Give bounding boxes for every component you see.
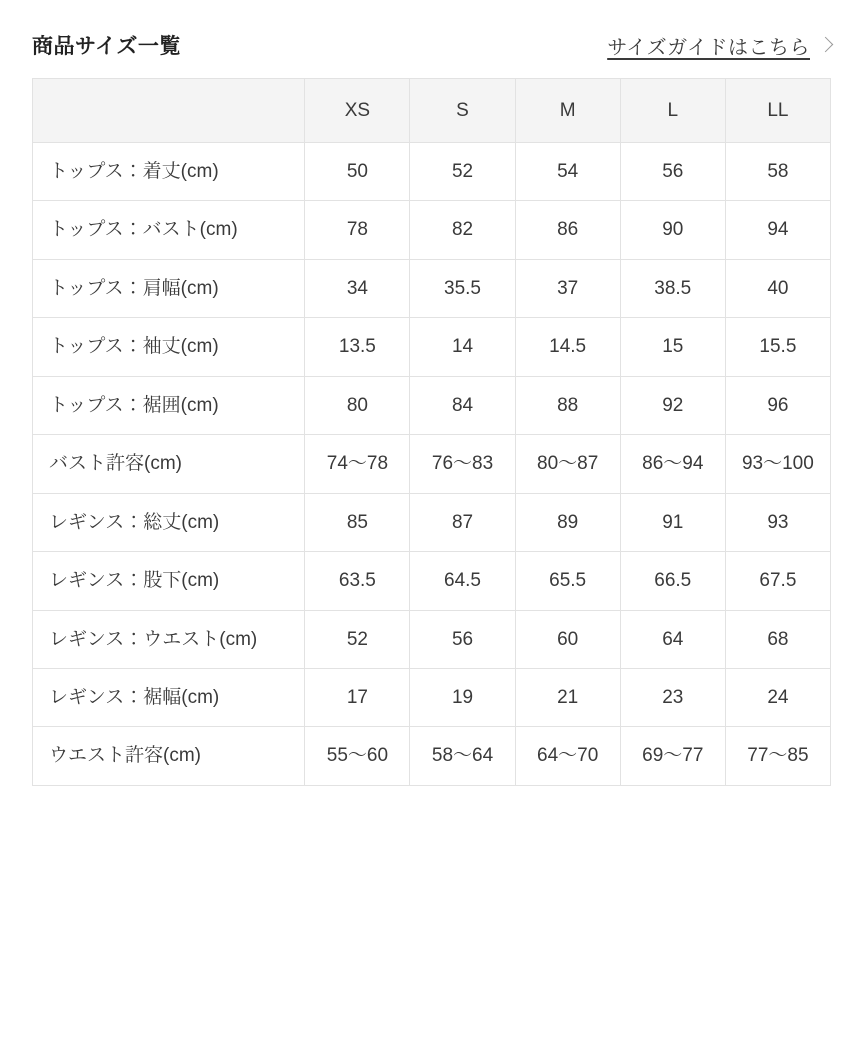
row-label: レギンス：ウエスト(cm) bbox=[33, 610, 305, 668]
row-label: トップス：着丈(cm) bbox=[33, 143, 305, 201]
cell-value: 37 bbox=[515, 259, 620, 317]
cell-value: 90 bbox=[620, 201, 725, 259]
cell-value: 64.5 bbox=[410, 552, 515, 610]
cell-value: 15 bbox=[620, 318, 725, 376]
cell-value: 19 bbox=[410, 668, 515, 726]
row-label: バスト許容(cm) bbox=[33, 435, 305, 493]
cell-value: 56 bbox=[410, 610, 515, 668]
cell-value: 14.5 bbox=[515, 318, 620, 376]
table-row bbox=[33, 610, 831, 668]
cell-value: 64〜70 bbox=[515, 727, 620, 785]
row-label: レギンス：総丈(cm) bbox=[33, 493, 305, 551]
cell-value: 56 bbox=[620, 143, 725, 201]
cell-value: 68 bbox=[725, 610, 830, 668]
size-guide-link[interactable]: サイズガイドはこちら bbox=[607, 36, 810, 59]
column-header-m: M bbox=[515, 79, 620, 143]
table-row bbox=[33, 493, 831, 551]
size-guide-link-wrap[interactable] bbox=[607, 31, 831, 60]
cell-value: 13.5 bbox=[305, 318, 410, 376]
column-header-l: L bbox=[620, 79, 725, 143]
row-label: トップス：裾囲(cm) bbox=[33, 376, 305, 434]
cell-value: 92 bbox=[620, 376, 725, 434]
cell-value: 55〜60 bbox=[305, 727, 410, 785]
table-row bbox=[33, 376, 831, 434]
row-label: トップス：バスト(cm) bbox=[33, 201, 305, 259]
cell-value: 96 bbox=[725, 376, 830, 434]
cell-value: 76〜83 bbox=[410, 435, 515, 493]
column-header-xs: XS bbox=[305, 79, 410, 143]
column-header-ll: LL bbox=[725, 79, 830, 143]
chevron-right-icon bbox=[818, 36, 834, 52]
row-label: トップス：袖丈(cm) bbox=[33, 318, 305, 376]
cell-value: 58〜64 bbox=[410, 727, 515, 785]
table-row bbox=[33, 668, 831, 726]
cell-value: 52 bbox=[410, 143, 515, 201]
column-header-s: S bbox=[410, 79, 515, 143]
cell-value: 94 bbox=[725, 201, 830, 259]
cell-value: 14 bbox=[410, 318, 515, 376]
cell-value: 66.5 bbox=[620, 552, 725, 610]
cell-value: 91 bbox=[620, 493, 725, 551]
cell-value: 82 bbox=[410, 201, 515, 259]
cell-value: 38.5 bbox=[620, 259, 725, 317]
cell-value: 52 bbox=[305, 610, 410, 668]
row-label: レギンス：裾幅(cm) bbox=[33, 668, 305, 726]
size-table bbox=[32, 78, 831, 786]
cell-value: 23 bbox=[620, 668, 725, 726]
page-header bbox=[32, 24, 831, 66]
table-row bbox=[33, 259, 831, 317]
cell-value: 69〜77 bbox=[620, 727, 725, 785]
cell-value: 74〜78 bbox=[305, 435, 410, 493]
cell-value: 78 bbox=[305, 201, 410, 259]
cell-value: 17 bbox=[305, 668, 410, 726]
table-row bbox=[33, 552, 831, 610]
table-row bbox=[33, 318, 831, 376]
table-header-row bbox=[33, 79, 831, 143]
cell-value: 93〜100 bbox=[725, 435, 830, 493]
table-row bbox=[33, 143, 831, 201]
row-label: ウエスト許容(cm) bbox=[33, 727, 305, 785]
table-row bbox=[33, 435, 831, 493]
cell-value: 64 bbox=[620, 610, 725, 668]
table-body bbox=[33, 143, 831, 786]
cell-value: 80〜87 bbox=[515, 435, 620, 493]
cell-value: 87 bbox=[410, 493, 515, 551]
cell-value: 34 bbox=[305, 259, 410, 317]
table-row bbox=[33, 201, 831, 259]
cell-value: 15.5 bbox=[725, 318, 830, 376]
cell-value: 21 bbox=[515, 668, 620, 726]
cell-value: 58 bbox=[725, 143, 830, 201]
page-title: 商品サイズ一覧 bbox=[32, 35, 181, 58]
cell-value: 86〜94 bbox=[620, 435, 725, 493]
cell-value: 63.5 bbox=[305, 552, 410, 610]
table-corner-cell bbox=[33, 79, 305, 143]
cell-value: 60 bbox=[515, 610, 620, 668]
row-label: レギンス：股下(cm) bbox=[33, 552, 305, 610]
cell-value: 54 bbox=[515, 143, 620, 201]
table-head bbox=[33, 79, 831, 143]
cell-value: 50 bbox=[305, 143, 410, 201]
cell-value: 77〜85 bbox=[725, 727, 830, 785]
cell-value: 67.5 bbox=[725, 552, 830, 610]
cell-value: 80 bbox=[305, 376, 410, 434]
row-label: トップス：肩幅(cm) bbox=[33, 259, 305, 317]
cell-value: 88 bbox=[515, 376, 620, 434]
cell-value: 84 bbox=[410, 376, 515, 434]
cell-value: 65.5 bbox=[515, 552, 620, 610]
cell-value: 24 bbox=[725, 668, 830, 726]
cell-value: 40 bbox=[725, 259, 830, 317]
cell-value: 85 bbox=[305, 493, 410, 551]
table-row bbox=[33, 727, 831, 785]
cell-value: 89 bbox=[515, 493, 620, 551]
cell-value: 86 bbox=[515, 201, 620, 259]
cell-value: 35.5 bbox=[410, 259, 515, 317]
cell-value: 93 bbox=[725, 493, 830, 551]
